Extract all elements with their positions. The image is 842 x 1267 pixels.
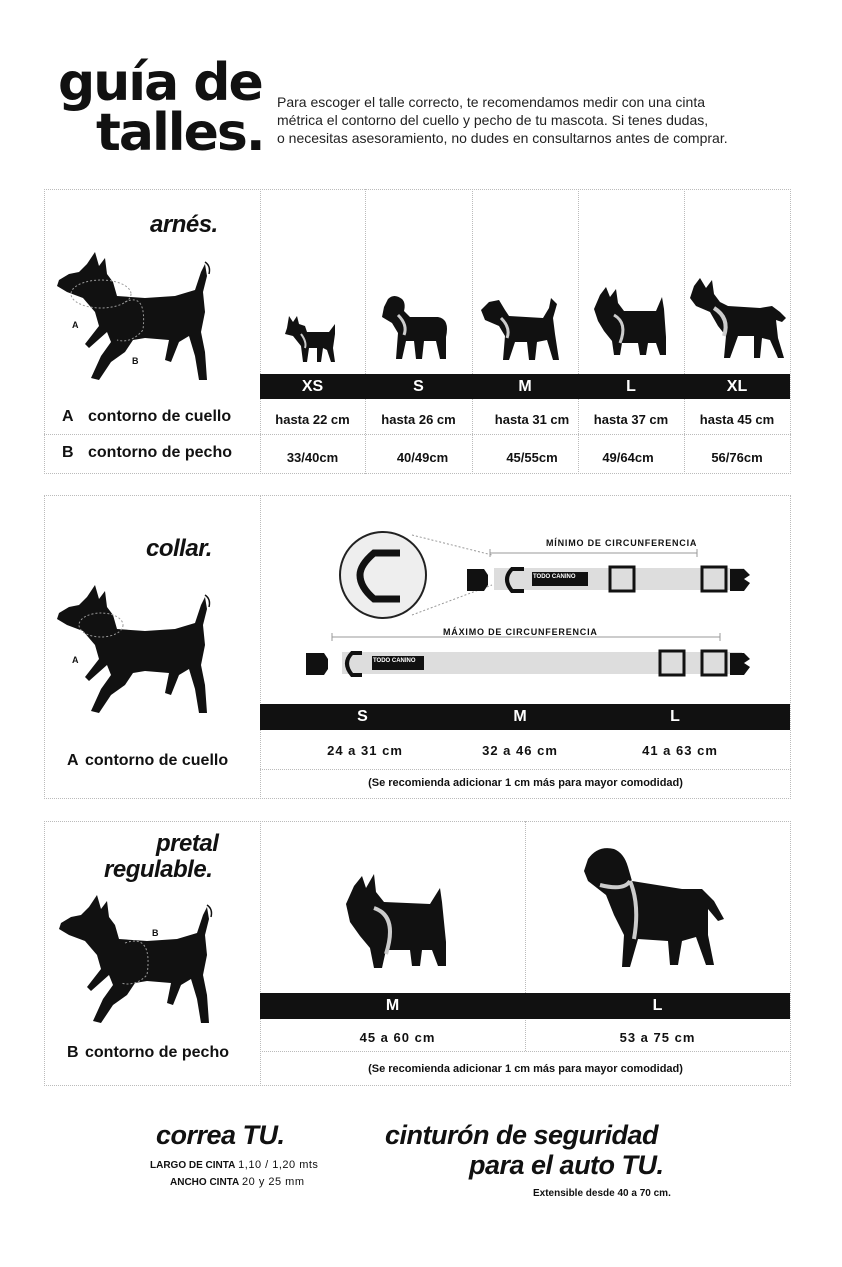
- dog-xl-icon: [688, 278, 788, 362]
- page-title: [58, 53, 264, 163]
- arnes-size-bar: [260, 374, 790, 399]
- collar-value-m: 32 a 46 cm: [482, 743, 558, 758]
- pretal-row-text: contorno de pecho: [85, 1044, 229, 1061]
- dog-l-icon: [590, 287, 670, 359]
- dog-pretal-illustration: [57, 895, 227, 1030]
- correa-largo-label: LARGO DE CINTA: [150, 1160, 236, 1171]
- collar-size-l: L: [670, 708, 680, 725]
- cinturon-title-2: para el auto TU.: [469, 1150, 664, 1180]
- correa-largo: [150, 1159, 318, 1171]
- dog-m-icon: [479, 296, 561, 364]
- arnes-size-l: L: [626, 377, 636, 395]
- arnes-row-b-text: contorno de pecho: [88, 444, 232, 461]
- collar-diagram: [262, 525, 782, 685]
- arnes-row-a-label: [62, 408, 231, 426]
- arnes-b-s: 40/49cm: [396, 450, 449, 465]
- arnes-b-xl: 56/76cm: [711, 450, 763, 465]
- collar-row-label: [67, 752, 228, 770]
- arnes-row-a-letter: A: [62, 408, 74, 425]
- dog-retriever-icon: [582, 845, 728, 970]
- collar-row-letter: A: [67, 752, 79, 769]
- arnes-size-xs: XS: [301, 377, 324, 395]
- collar-brand-label-2: TODO CANINO: [373, 658, 416, 664]
- pretal-size-l: L: [652, 997, 663, 1014]
- collar-size-s: S: [357, 708, 368, 725]
- arnes-row-b-label: [62, 444, 232, 462]
- arnes-row-a-text: contorno de cuello: [88, 408, 232, 425]
- title-line-1: guía de: [58, 53, 262, 113]
- arnes-size-s: S: [413, 377, 424, 395]
- arnes-marker-a: A: [72, 320, 79, 330]
- dog-scottie-icon: [340, 872, 452, 970]
- cinturon-title-1: cinturón de seguridad: [385, 1120, 659, 1150]
- pretal-title-2: regulable.: [104, 856, 213, 883]
- arnes-a-l: hasta 37 cm: [593, 412, 669, 427]
- correa-title: correa TU.: [156, 1120, 285, 1150]
- collar-value-s: 24 a 31 cm: [327, 743, 403, 758]
- collar-row-text: contorno de cuello: [85, 752, 229, 769]
- pretal-note: (Se recomienda adicionar 1 cm más para mayor comodidad): [368, 1063, 683, 1075]
- collar-brand-label-1: TODO CANINO: [533, 574, 576, 580]
- collar-value-l: 41 a 63 cm: [642, 743, 718, 758]
- arnes-a-xl: hasta 45 cm: [699, 412, 775, 427]
- arnes-title: arnés.: [150, 211, 218, 238]
- pretal-row-letter: B: [67, 1044, 79, 1061]
- collar-note: (Se recomienda adicionar 1 cm más para mayor comodidad): [368, 777, 683, 789]
- arnes-a-xs: hasta 22 cm: [275, 412, 350, 427]
- correa-ancho-label: ANCHO CINTA: [170, 1177, 240, 1188]
- arnes-b-m: 45/55cm: [506, 450, 558, 465]
- collar-min-label: MÍNIMO DE CIRCUNFERENCIA: [546, 538, 698, 548]
- cinturon-note: Extensible desde 40 a 70 cm.: [533, 1188, 671, 1199]
- correa-ancho-value: 20 y 25 mm: [242, 1176, 305, 1188]
- correa-ancho: [170, 1176, 305, 1188]
- arnes-size-m: M: [518, 377, 532, 395]
- arnes-row-b-letter: B: [62, 444, 74, 461]
- arnes-a-m: hasta 31 cm: [494, 412, 570, 427]
- pretal-value-m: 45 a 60 cm: [359, 1030, 436, 1045]
- pretal-value-l: 53 a 75 cm: [619, 1030, 696, 1045]
- pretal-marker-b: B: [152, 928, 159, 938]
- arnes-a-s: hasta 26 cm: [381, 412, 456, 427]
- dog-harness-illustration: [55, 252, 225, 387]
- title-line-2: talles.: [96, 103, 264, 163]
- collar-title: collar.: [146, 535, 212, 562]
- arnes-size-xl: XL: [726, 377, 748, 395]
- arnes-b-l: 49/64cm: [602, 450, 654, 465]
- collar-max-label: MÁXIMO DE CIRCUNFERENCIA: [443, 627, 598, 637]
- collar-marker-a: A: [72, 655, 79, 665]
- correa-largo-value: 1,10 / 1,20 mts: [238, 1159, 319, 1171]
- intro-line-3: o necesitas asesoramiento, no dudes en consultarnos antes de comprar.: [277, 130, 728, 146]
- pretal-row-label: [67, 1044, 229, 1062]
- intro-line-2: métrica el contorno del cuello y pecho de tu mascota. Si tenes dudas,: [277, 112, 709, 128]
- dog-s-icon: [380, 293, 452, 363]
- arnes-marker-b: B: [132, 356, 139, 366]
- intro-text: [277, 93, 797, 147]
- collar-size-m: M: [513, 708, 527, 725]
- dog-xs-icon: [283, 312, 339, 364]
- intro-line-1: Para escoger el talle correcto, te recomendamos medir con una cinta: [277, 94, 705, 110]
- dog-collar-illustration: [55, 585, 225, 720]
- collar-size-bar: [260, 704, 790, 730]
- pretal-size-bar: [260, 993, 790, 1019]
- pretal-size-m: M: [385, 997, 400, 1014]
- arnes-b-xs: 33/40cm: [286, 450, 339, 465]
- pretal-title-1: pretal: [156, 830, 219, 857]
